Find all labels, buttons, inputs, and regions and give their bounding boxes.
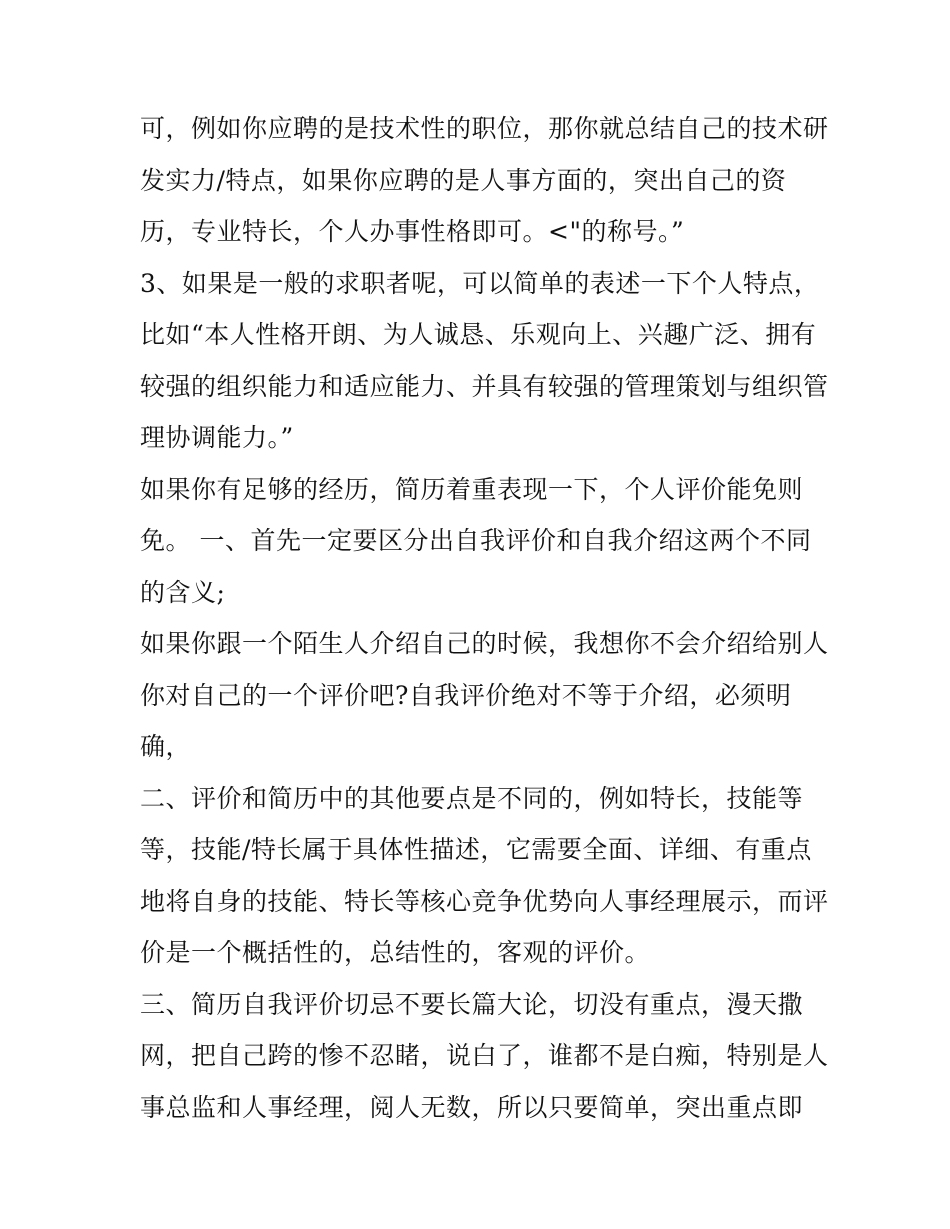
text-line: 3、如果是一般的求职者呢，可以简单的表述一下个人特点， <box>140 268 820 298</box>
text-line: 你对自己的一个评价吧?自我评价绝对不等于介绍，必须明 <box>140 680 792 710</box>
text-line: 的含义; <box>140 577 226 607</box>
text-line: 如果你跟一个陌生人介绍自己的时候，我想你不会介绍给别人 <box>140 629 829 658</box>
text-line: 三、简历自我评价切忌不要长篇大论，切没有重点，漫天撒 <box>140 989 804 1019</box>
text-line: 地将自身的技能、特长等核心竞争优势向人事经理展示，而评 <box>140 886 829 916</box>
text-line: 免。 一、首先一定要区分出自我评价和自我介绍这两个不同 <box>140 526 812 555</box>
text-line: 网，把自己跨的惨不忍睹，说白了，谁都不是白痴，特别是人 <box>140 1041 829 1070</box>
text-line: 历，专业特长，个人办事性格即可。<"的称号。” <box>140 217 685 246</box>
document-body <box>140 103 829 1133</box>
text-line: 二、评价和简历中的其他要点是不同的，例如特长，技能等 <box>140 783 804 813</box>
text-line: 较强的组织能力和适应能力、并具有较强的管理策划与组织管 <box>140 371 829 401</box>
text-line: 事总监和人事经理，阅人无数，所以只要简单，突出重点即 <box>140 1092 804 1122</box>
text-line: 价是一个概括性的，总结性的，客观的评价。 <box>140 938 651 967</box>
text-line: 等，技能/特长属于具体性描述，它需要全面、详细、有重点 <box>140 835 812 864</box>
text-line: 确， <box>140 732 192 761</box>
text-line: 可，例如你应聘的是技术性的职位，那你就总结自己的技术研 <box>140 114 829 143</box>
text-line: 理协调能力。” <box>140 423 294 452</box>
text-line: 比如“本人性格开朗、为人诚恳、乐观向上、兴趣广泛、拥有 <box>140 320 817 349</box>
text-line: 如果你有足够的经历，简历着重表现一下，个人评价能免则 <box>140 474 804 504</box>
text-line: 发实力/特点，如果你应聘的是人事方面的，突出自己的资 <box>140 165 787 195</box>
